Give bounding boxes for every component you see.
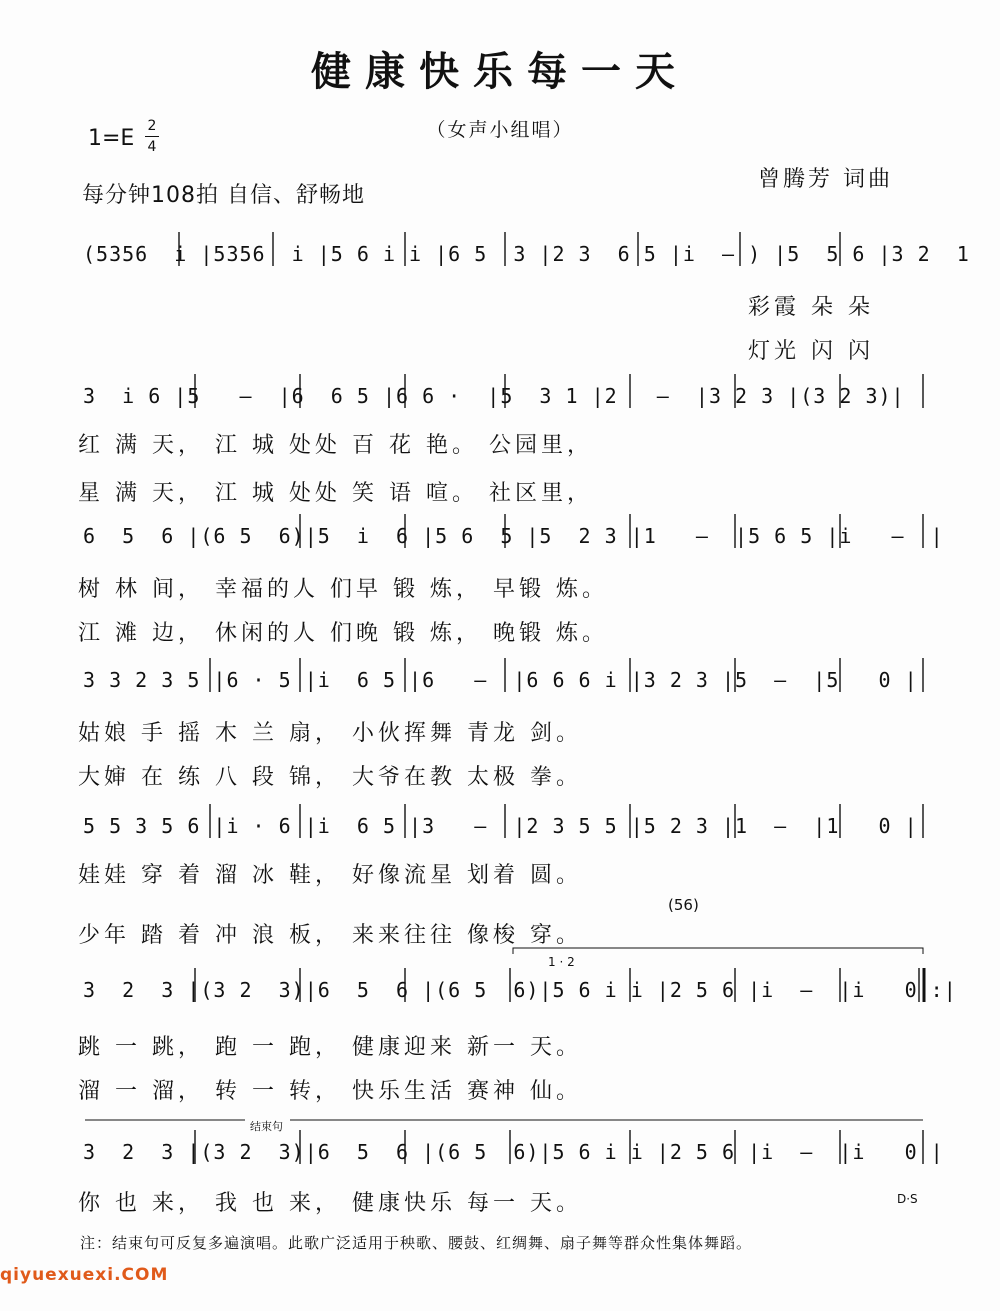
notation-row-1	[75, 238, 970, 278]
time-denominator: 4	[147, 139, 157, 155]
lyrics-row-5-verse-1: 娃娃 穿 着 溜 冰 鞋， 好像流星 划着 圆。	[78, 863, 582, 888]
ending-label: 结束句	[250, 1120, 283, 1133]
ornament-mark: (56)	[668, 896, 699, 914]
time-signature	[145, 117, 159, 156]
lyrics-row-2-verse-2: 星 满 天， 江 城 处处 笑 语 喧。 社区里，	[78, 481, 593, 506]
notation-row-4	[75, 664, 933, 704]
lyrics-row-1-verse-2: 灯光 闪 闪	[748, 339, 874, 364]
lyrics-row-5-verse-2: 少年 踏 着 冲 浪 板， 来来往往 像梭 穿。	[78, 923, 582, 948]
notation-row-2	[75, 380, 933, 420]
watermark: qiyuexuexi.COM	[0, 1265, 169, 1285]
notes-row-2: 3 i 6 |5 — |6 6 5 |6 6 · |5 3 1 |2 — |3 2 3 |(3 2 3)|	[83, 384, 905, 408]
lyrics-row-6-verse-1: 跳 一 跳， 跑 一 跑， 健康迎来 新一 天。	[78, 1035, 582, 1060]
performance-note: （女声小组唱）	[426, 119, 574, 141]
notation-row-7	[75, 1136, 944, 1176]
time-numerator: 2	[147, 118, 157, 134]
notes-row-1: (5356 i |5356 i |5 6 i i |6 5 3 |2 3 6 5 |i — ) |5 5 6 |3 2 1	[83, 242, 970, 266]
footnote: 注：结束句可反复多遍演唱。此歌广泛适用于秧歌、腰鼓、红绸舞、扇子舞等群众性集体舞蹈。	[80, 1234, 753, 1252]
notation-row-6	[75, 974, 957, 1014]
notes-row-3: 6 5 6 |(6 5 6)|5 i 6 |5 6 5 |5 2 3 |1 — |5 6 5 |i — |	[83, 524, 944, 548]
notes-row-5: 5 5 3 5 6 |i · 6 |i 6 5 |3 — |2 3 5 5 |5 2 3 |1 — |1 0 |	[83, 814, 918, 838]
dal-segno-mark: D·S	[897, 1192, 918, 1206]
notation-row-5	[75, 810, 933, 850]
volta-bracket-label: 1 · 2	[548, 955, 575, 969]
lyrics-row-4-verse-2: 大婶 在 练 八 段 锦， 大爷在教 太极 拳。	[78, 765, 582, 790]
lyrics-row-7: 你 也 来， 我 也 来， 健康快乐 每一 天。	[78, 1191, 582, 1216]
lyrics-row-4-verse-1: 姑娘 手 摇 木 兰 扇， 小伙挥舞 青龙 剑。	[78, 721, 582, 746]
lyrics-row-6-verse-2: 溜 一 溜， 转 一 转， 快乐生活 赛神 仙。	[78, 1079, 582, 1104]
composer-credit: 曾腾芳 词曲	[758, 167, 893, 192]
song-title: 健康快乐每一天	[311, 48, 689, 95]
lyrics-row-2-verse-1: 红 满 天， 江 城 处处 百 花 艳。 公园里，	[78, 433, 593, 458]
notes-row-4: 3 3 2 3 5 |6 · 5 |i 6 5 |6 — |6 6 6 i |3 2 3 |5 — |5 0 |	[83, 668, 918, 692]
notes-row-6: 3 2 3 |(3 2 3)|6 5 6 |(6 5 6)|5 6 i i |2 5 6 |i — |i 0 :|	[83, 978, 957, 1002]
notation-row-3	[75, 520, 944, 560]
key-signature: 1=E	[88, 126, 135, 151]
notes-row-7: 3 2 3 |(3 2 3)|6 5 6 |(6 5 6)|5 6 i i |2 5 6 |i — |i 0 |	[83, 1140, 944, 1164]
tempo-marking: 每分钟108拍 自信、舒畅地	[82, 183, 365, 208]
lyrics-row-3-verse-1: 树 林 间， 幸福的人 们早 锻 炼， 早锻 炼。	[78, 577, 608, 602]
lyrics-row-1-verse-1: 彩霞 朵 朵	[748, 295, 874, 320]
lyrics-row-3-verse-2: 江 滩 边， 休闲的人 们晚 锻 炼， 晚锻 炼。	[78, 621, 608, 646]
